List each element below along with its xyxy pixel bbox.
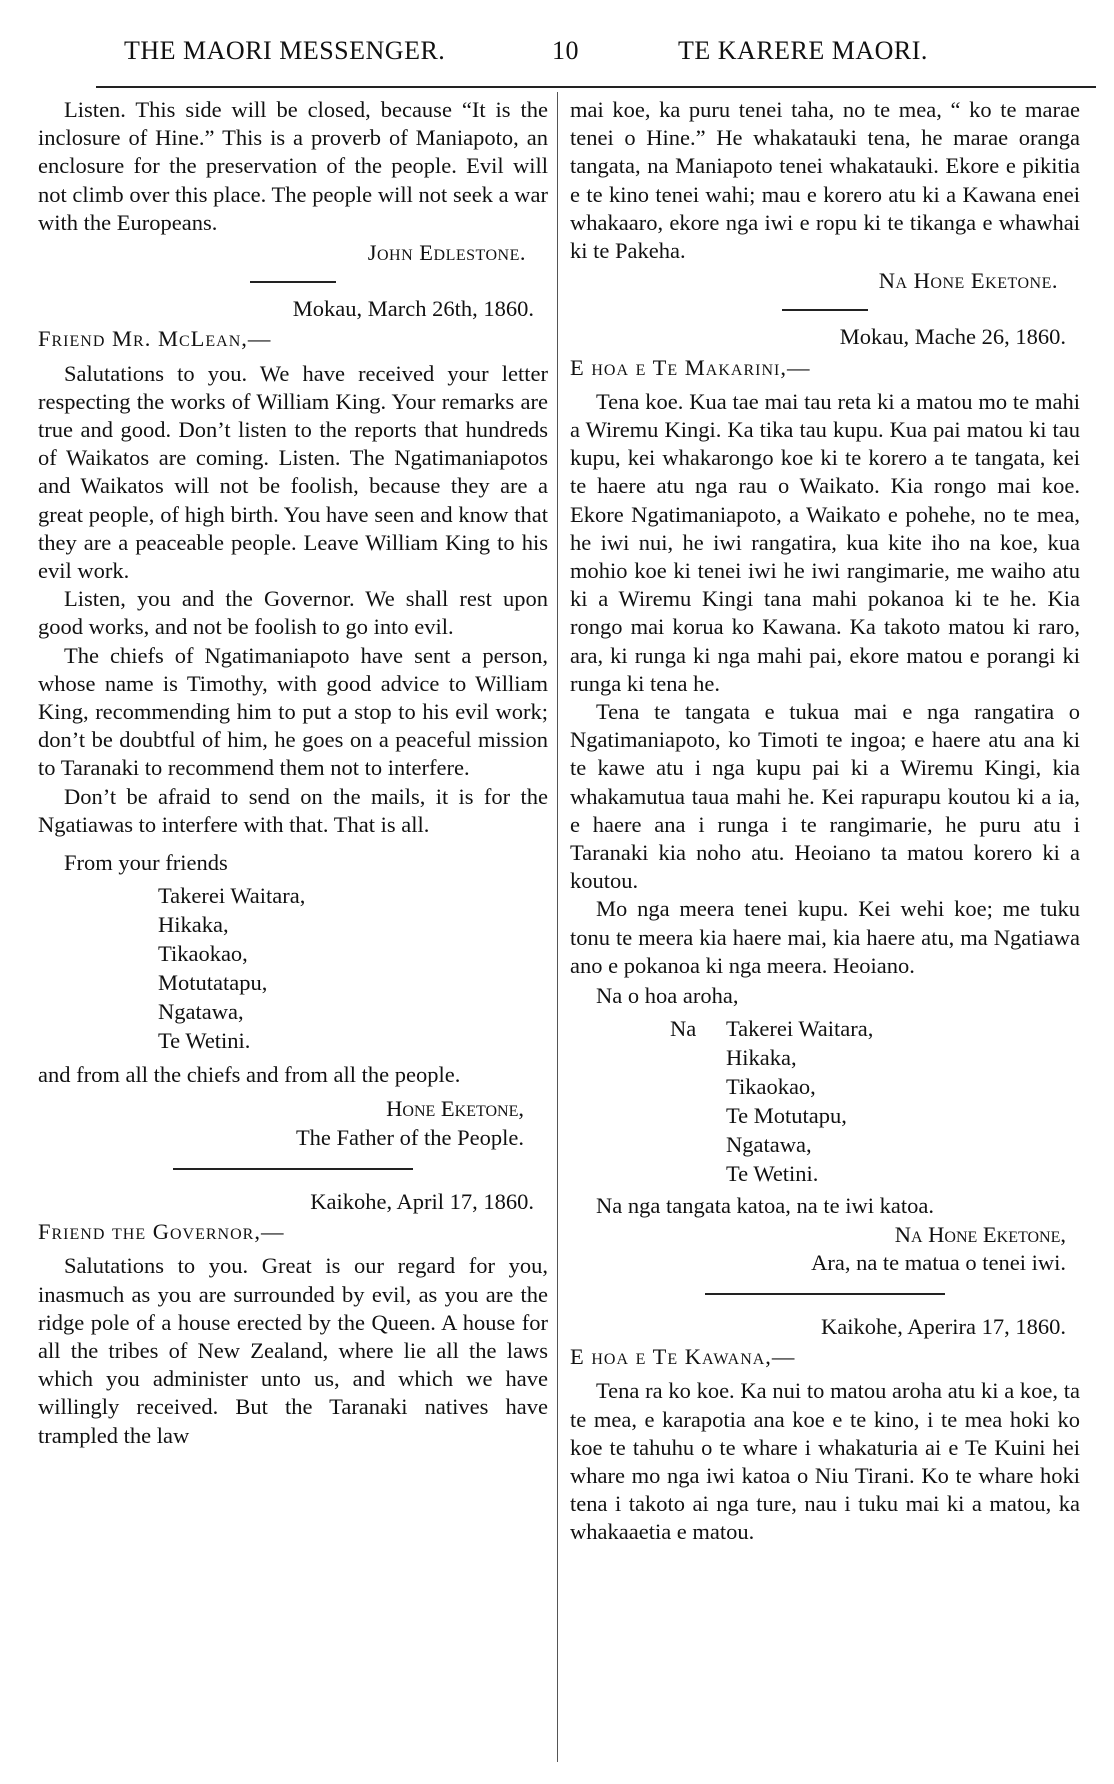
maori-paragraph: mai koe, ka puru tenei taha, no te mea, “ ko te marae tenei o Hine.” He whakatauki tena, he marae oranga tangata, na Maniapoto tenei whakatauki. Ekore e pikitia e te kino tenei wahi; mau e korero atu ki a Kawana enei whakaaro, ekore nga iwi e ropu ki te tikanga e whawhai ki te Pakeha. — [570, 97, 1080, 264]
signatory: Te Wetini. — [726, 1161, 819, 1187]
english-paragraph: and from all the chiefs and from all the people. — [38, 1062, 461, 1088]
maori-paragraph: Tena te tangata e tukua mai e nga rangatira o Ngatimaniapoto, ko Timoti te ingoa; e haere atu ana ki te kawe atu i nga kupu pai ki a Wiremu Kingi, kia whakamutua taua mahi he. Kei rapurapu koutou ki a ia, e haere ana i runga i te rangimarie, he puru atu i Taranaki kia noho atu. Heoiano ta matou korero ki a koutou. — [570, 699, 1080, 894]
maori-paragraph: Tena ra ko koe. Ka nui to matou aroha atu ki a koe, ta te mea, e karapotia ana koe e te kino, i te mea hoki ko koe te tahuhu o te whare i whakaturia ai e Te Kuini hei whare mo nga iwi katoa o Niu Tirani. Ko te whare hoki tena i takoto ai nga ture, nau i tuku mai ki a matou, ka whakaaetia e matou. — [570, 1378, 1080, 1545]
signatory: Takerei Waitara, — [726, 1016, 874, 1042]
signatory: Te Wetini. — [158, 1028, 251, 1054]
page-header — [0, 30, 1114, 70]
signature: Hone Eketone, — [386, 1096, 524, 1122]
maori-paragraph: Na nga tangata katoa, na te iwi katoa. — [596, 1193, 934, 1219]
english-paragraph: The chiefs of Ngatimaniapoto have sent a person, whose name is Timothy, with good advice to William King, recommending him to put a stop to his evil work; don’t be doubtful of him, he goes on a peaceful mission to Taranaki to recommend them not to interfere. — [38, 642, 548, 781]
signature-title: Ara, na te matua o tenei iwi. — [811, 1249, 1066, 1275]
english-paragraph: Salutations to you. We have received your letter respecting the works of William King. Your remarks are true and good. Don’t listen to the reports that hundreds of Waikatos are coming. Listen. The Ngatimaniapotos and Waikatos will not be foolish, because they are a great people, of high birth. You have seen and know that they are a peaceable people. Leave William King to his evil work. — [38, 360, 548, 584]
english-column — [38, 96, 548, 1450]
page-number: 10 — [552, 36, 579, 65]
english-paragraph: Don’t be afraid to send on the mails, it is for the Ngatiawas to interfere with that. That is all. — [38, 783, 548, 837]
dateline: Kaikohe, Aperira 17, 1860. — [821, 1313, 1066, 1339]
closing: From your friends — [64, 850, 228, 876]
na-prefix: Na — [670, 1016, 697, 1042]
section-rule — [173, 1168, 413, 1170]
signatory: Tikaokao, — [726, 1074, 816, 1100]
column-divider — [557, 92, 558, 1762]
signatory: Tikaokao, — [158, 941, 248, 967]
signatory: Te Motutapu, — [726, 1103, 847, 1129]
signatory: Ngatawa, — [726, 1132, 812, 1158]
signature: Na Hone Eketone, — [894, 1221, 1066, 1247]
signatory: Hikaka, — [726, 1045, 797, 1071]
section-rule — [782, 309, 868, 311]
dateline: Kaikohe, April 17, 1860. — [310, 1188, 534, 1214]
signatory: Hikaka, — [158, 912, 229, 938]
salutation: E hoa e Te Makarini,— — [570, 354, 811, 380]
salutation: E hoa e Te Kawana,— — [570, 1344, 796, 1370]
signature-title: The Father of the People. — [295, 1124, 524, 1150]
masthead-maori: TE KARERE MAORI. — [678, 36, 928, 65]
closing: Na o hoa aroha, — [596, 983, 739, 1009]
signatory: Ngatawa, — [158, 999, 244, 1025]
signatory-list — [670, 1014, 1080, 1188]
section-rule — [250, 281, 336, 283]
english-paragraph: Salutations to you. Great is our regard for you, inasmuch as you are surrounded by evil, as you are the ridge pole of a house erected by the Queen. A house for all the tribes of New Zealand, where lie all the laws which you administer unto us, and which we have willingly received. But the Taranaki natives have trampled the law — [38, 1253, 548, 1448]
dateline: Mokau, March 26th, 1860. — [292, 296, 534, 322]
maori-column — [570, 96, 1080, 1547]
salutation: Friend Mr. McLean,— — [38, 326, 272, 352]
header-rule — [96, 86, 1096, 88]
english-paragraph: Listen, you and the Governor. We shall rest upon good works, and not be foolish to go into evil. — [38, 586, 548, 640]
masthead-english: THE MAORI MESSENGER. — [124, 36, 446, 65]
salutation: Friend the Governor,— — [38, 1219, 285, 1245]
signature: Na Hone Eketone. — [878, 268, 1058, 294]
maori-paragraph: Mo nga meera tenei kupu. Kei wehi koe; me tuku tonu te meera kia haere mai, kia haere atu, ma Ngatiawa ano e pokanoa ki nga meera. Heoiano. — [570, 896, 1080, 978]
section-rule — [705, 1293, 945, 1295]
signatory: Takerei Waitara, — [158, 883, 306, 909]
dateline: Mokau, Mache 26, 1860. — [839, 324, 1066, 350]
english-paragraph: Listen. This side will be closed, because “It is the inclosure of Hine.” This is a proverb of Maniapoto, an enclosure for the preservation of the people. Evil will not climb over this place. The people will not seek a war with the Europeans. — [38, 97, 548, 235]
signature: John Edlestone. — [367, 240, 526, 266]
signatory-list — [158, 881, 548, 1055]
signatory: Motutatapu, — [158, 970, 268, 996]
maori-paragraph: Tena koe. Kua tae mai tau reta ki a matou mo te mahi a Wiremu Kingi. Ka tika tau kupu. Kua pai matou ki tau kupu, kei whakarongo koe ki te korero a te tangata, kei te haere atu nga rau o Waikato. Kia rongo mai koe. Ekore Ngatimaniapoto, a Waikato e pohehe, no te mea, he iwi nui, he iwi rangatira, kua kite iho na koe, kua mohio koe ki tenei iwi he iwi rangimarie, me waiho atu ki a Wiremu Kingi tana mahi pokanoa ki te he. Kia rongo mai korua ko Kawana. Ka takoto matou ki raro, ara, ki runga ki nga mahi pai, ekore matou e porangi ki runga ki tena he. — [570, 388, 1080, 696]
